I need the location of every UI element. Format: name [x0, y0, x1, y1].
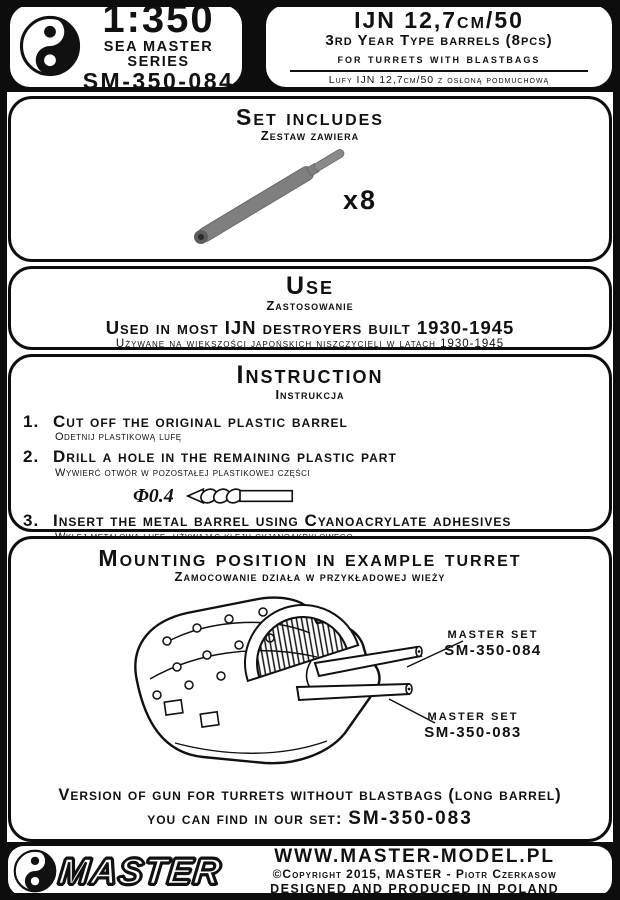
- step-text: Drill a hole in the remaining plastic part: [53, 446, 397, 466]
- section-title: Mounting position in example turret: [98, 545, 522, 571]
- footer-band: [0, 842, 620, 900]
- made-in-text: DESIGNED AND PRODUCED IN POLAND: [270, 881, 560, 896]
- footer-info: [221, 846, 612, 896]
- drill-bit-icon: [181, 485, 299, 507]
- step-number: 2.: [23, 446, 40, 466]
- section-subtitle-polish: Instrukcja: [275, 387, 345, 403]
- step-number: 1.: [23, 411, 40, 431]
- callout-code: SM-350-083: [424, 724, 522, 742]
- scale-label: 1:350: [102, 0, 215, 41]
- cross-sell-note: [11, 786, 609, 831]
- step-text-polish: Odetnij plastikową lufę: [55, 431, 182, 444]
- copyright-text: ©Copyright 2015, MASTER - Piotr Czerkasow: [272, 866, 557, 881]
- callout-brand: MASTER SET: [447, 629, 539, 641]
- section-subtitle-polish: Zastosowanie: [266, 298, 354, 314]
- use-text-polish: Używane na większości japońskich niszczycieli w latach 1930-1945: [115, 337, 505, 350]
- header-band: [0, 0, 620, 92]
- step-text: Insert the metal barrel using Cyanoacrylate adhesives: [53, 511, 512, 531]
- drill-diagram-row: [133, 484, 597, 508]
- product-title-box: [266, 5, 612, 87]
- product-code: SM-350-084: [82, 68, 235, 94]
- step-text: Cut off the original plastic barrel: [53, 411, 348, 431]
- section-set-includes: [8, 96, 612, 262]
- master-logo-icon: [13, 849, 57, 893]
- note-line1: Version of gun for turrets without blastbags (long barrel): [58, 786, 562, 804]
- section-title: Instruction: [236, 361, 384, 389]
- product-title-polish: Lufy IJN 12,7cm/50 z osłoną podmuchową: [328, 73, 550, 86]
- divider: [290, 70, 588, 72]
- section-mounting: [8, 536, 612, 842]
- turret-figure: [15, 583, 545, 783]
- instruction-steps: [11, 403, 609, 544]
- brand-text-block: [81, 0, 242, 93]
- note-line2-code: SM-350-083: [348, 807, 473, 829]
- callout-set-083: [408, 711, 538, 742]
- metal-barrel-figure: [171, 137, 371, 259]
- step-number: 3.: [23, 511, 40, 531]
- section-subtitle-polish: Zestaw zawiera: [260, 128, 360, 144]
- note-line2-prefix: you can find in our set:: [147, 808, 343, 828]
- step-1: [23, 413, 597, 444]
- product-subtitle: 3rd Year Type barrels (8pcs): [325, 32, 553, 50]
- website-url: WWW.MASTER-MODEL.PL: [274, 846, 555, 867]
- step-2: [23, 448, 597, 508]
- callout-code: SM-350-084: [444, 642, 542, 660]
- use-text: Used in most IJN destroyers built 1930-1945: [105, 316, 515, 338]
- section-title: Set includes: [236, 104, 384, 130]
- drill-diameter-label: Φ0.4: [133, 484, 174, 507]
- callout-brand: MASTER SET: [427, 711, 519, 723]
- product-title: IJN 12,7cm/50: [354, 7, 524, 33]
- quantity-label: x8: [343, 185, 378, 215]
- section-title: Use: [285, 272, 335, 300]
- brand-box: [10, 0, 242, 94]
- series-label: SEA MASTER SERIES: [103, 39, 214, 70]
- section-instruction: [8, 354, 612, 532]
- master-logo-icon: [19, 15, 81, 77]
- product-variant: for turrets with blastbags: [337, 51, 541, 66]
- step-text-polish: Wywierć otwór w pozostałej plastikowej części: [55, 466, 311, 479]
- brand-wordmark: MASTER: [56, 850, 224, 892]
- section-use: [8, 266, 612, 350]
- note-line2: [11, 808, 609, 831]
- footer-box: [8, 846, 612, 896]
- section-subtitle-polish: Zamocowanie działa w przykładowej wieży: [174, 569, 446, 585]
- callout-set-084: [428, 629, 558, 660]
